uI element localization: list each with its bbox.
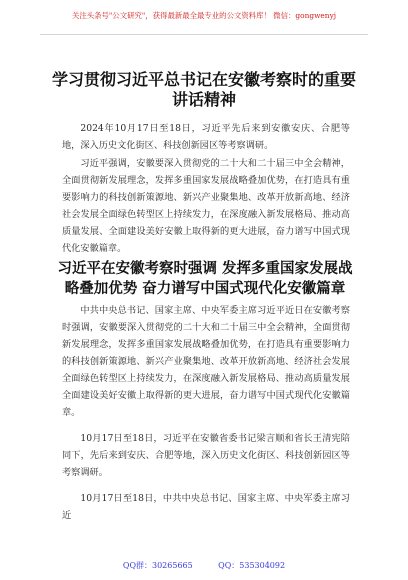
- section-paragraph: 中共中央总书记、国家主席、中央军委主席习近平近日在安徽考察时强调，安徽要深入贯彻党的二十大和二十届三中全会精神，全面贯彻新发展理念，发挥多重国家发展战略叠加优势，在打造具有重要影响力的科技创新策源地、新兴产业聚集地、改革开放新高地、经济社会发展全面绿色转型区上持续发力，在深度融入新发展格局、推动高质量发展全面建设美好安徽上取得新的更大进展，奋力谱写中国式现代化安徽篇章。: [62, 305, 350, 418]
- section-paragraph: 10月17日至18日，习近平在安徽省委书记梁言顺和省长王清宪陪同下，先后来到安庆、合肥等地，深入历史文化街区、科技创新园区等考察调研。: [62, 433, 350, 478]
- header-divider: [40, 34, 368, 35]
- header-notice: 关注头条号"公文研究"，获得最新最全最专业的公文资料库！ 微信：gongwenyj: [71, 11, 337, 20]
- body-paragraph: 习近平强调，安徽要深入贯彻党的二十大和二十届三中全会精神，全面贯彻新发展理念，发挥多重国家发展战略叠加优势，在打造具有重要影响力的科技创新策源地、新兴产业聚集地、改革开放新高地、经济社会发展全面绿色转型区上持续发力，在深度融入新发展格局、推动高质量发展、全面建设美好安徽上取得新的更大进展，奋力谱写中国式现代化安徽篇章。: [62, 158, 350, 254]
- body-paragraph: 2024年10月17日至18日，习近平先后来到安徽安庆、合肥等地，深入历史文化街区、科技创新园区等考察调研。: [62, 123, 350, 151]
- footer-contact: QQ群：30265665 QQ：535304092: [122, 561, 286, 570]
- page-title: 学习贯彻习近平总书记在安徽考察时的重要讲话精神: [51, 70, 356, 109]
- section-paragraph: 10月17日至18日，中共中央总书记、国家主席、中央军委主席习近: [62, 493, 350, 521]
- section-heading: 习近平在安徽考察时强调 发挥多重国家发展战略叠加优势 奋力谱写中国式现代化安徽篇章: [57, 261, 353, 297]
